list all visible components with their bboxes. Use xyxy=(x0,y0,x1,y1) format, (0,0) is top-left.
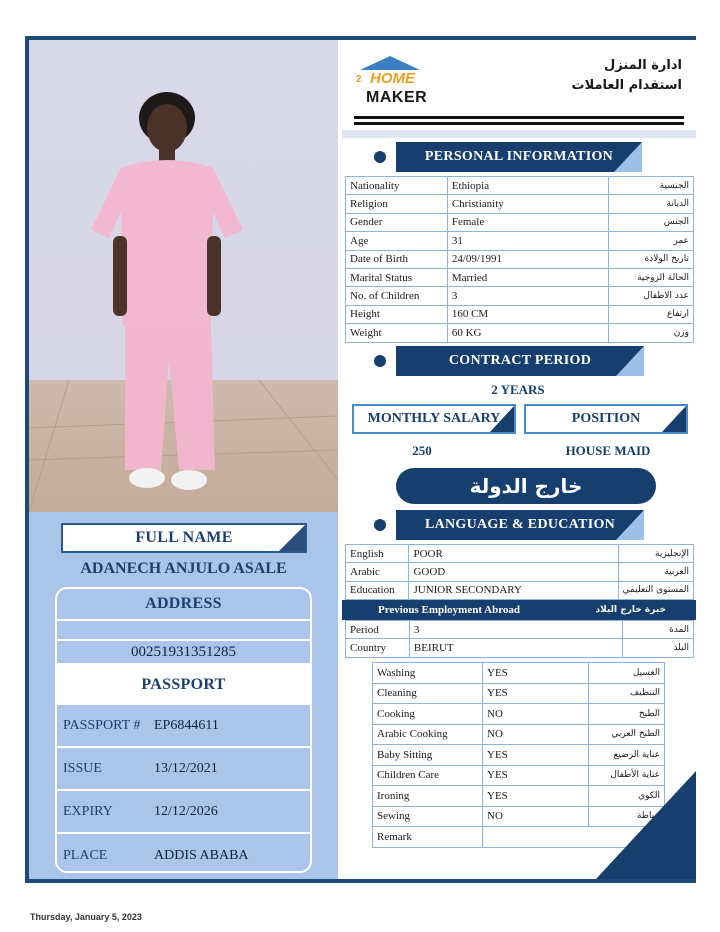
skill-row-label-ar: التنظيف xyxy=(589,683,665,704)
personal-info-row xyxy=(346,195,694,213)
address-header xyxy=(57,589,310,621)
previous-employment-row-label: Period xyxy=(346,621,410,639)
personal-info-row-value: 160 CM xyxy=(447,305,608,323)
destination-pill xyxy=(396,468,656,504)
contract-section xyxy=(342,346,696,376)
contract-title: CONTRACT PERIOD xyxy=(448,353,592,368)
corner-decoration xyxy=(490,406,514,432)
skill-row-value: NO xyxy=(483,724,589,745)
skill-row-label: Children Care xyxy=(373,765,483,786)
skill-row-label-ar: خياطة xyxy=(589,806,665,827)
language-row-label: Arabic xyxy=(346,563,409,581)
language-title-bar xyxy=(396,510,644,540)
personal-info-table xyxy=(345,176,694,343)
skill-row-value: YES xyxy=(483,663,589,684)
personal-info-row-label-ar: وزن xyxy=(609,324,694,342)
personal-info-row-value: 3 xyxy=(447,287,608,305)
previous-employment-row-label-ar: البلد xyxy=(623,639,694,657)
personal-info-row xyxy=(346,305,694,323)
skill-row-value: YES xyxy=(483,745,589,766)
skill-row xyxy=(373,745,665,766)
previous-employment-row xyxy=(346,621,694,639)
personal-info-row-value: 24/09/1991 xyxy=(447,250,608,268)
skill-row-value: YES xyxy=(483,683,589,704)
personal-info-row-value: 60 KG xyxy=(447,324,608,342)
contract-period-value: 2 YEARS xyxy=(491,382,545,397)
personal-info-row-label: No. of Children xyxy=(346,287,448,305)
brand-arabic xyxy=(572,56,682,96)
personal-info-row-label-ar: الديانة xyxy=(609,195,694,213)
passport-number-label: PASSPORT # xyxy=(63,717,141,733)
brand-arabic-line1: ادارة المنزل xyxy=(604,58,682,73)
personal-info-row-label: Gender xyxy=(346,213,448,231)
previous-employment-title: Previous Employment Abroad xyxy=(378,604,520,616)
previous-employment-row xyxy=(346,639,694,657)
cv-frame xyxy=(25,36,696,883)
skill-row-label-ar: عناية الرضيع xyxy=(589,745,665,766)
personal-info-title: PERSONAL INFORMATION xyxy=(424,149,614,164)
personal-info-row-label: Age xyxy=(346,232,448,250)
passport-issue-label: ISSUE xyxy=(63,760,102,776)
address-label: ADDRESS xyxy=(145,595,222,612)
personal-info-title-bar xyxy=(396,142,642,172)
personal-info-row xyxy=(346,324,694,342)
destination-text: خارج الدولة xyxy=(469,474,583,498)
language-row-value: POOR xyxy=(409,545,618,563)
passport-number-row xyxy=(57,705,310,748)
language-row xyxy=(346,563,694,581)
passport-header xyxy=(57,665,310,705)
header-band xyxy=(342,130,696,138)
personal-info-row-value: Ethiopia xyxy=(447,177,608,195)
language-row-label-ar: الإنجليزية xyxy=(618,545,693,563)
language-title: LANGUAGE & EDUCATION xyxy=(424,517,616,532)
personal-info-row xyxy=(346,287,694,305)
personal-info-row xyxy=(346,232,694,250)
skill-row-label: Arabic Cooking xyxy=(373,724,483,745)
monthly-salary-value: 250 xyxy=(412,443,432,458)
header-rule xyxy=(354,122,684,125)
skill-row xyxy=(373,724,665,745)
monthly-salary-box xyxy=(352,404,516,434)
skill-row-label: Ironing xyxy=(373,786,483,807)
passport-number-value: EP6844611 xyxy=(154,717,219,733)
bullet-icon xyxy=(374,519,386,531)
skill-row-label-ar: الطبخ xyxy=(589,704,665,725)
language-section xyxy=(342,510,696,540)
skill-row-value: NO xyxy=(483,704,589,725)
personal-info-row-label: Nationality xyxy=(346,177,448,195)
personal-info-row-label: Weight xyxy=(346,324,448,342)
full-name-header xyxy=(61,523,307,553)
language-row-label: Education xyxy=(346,581,409,599)
personal-info-row-label-ar: الجنسية xyxy=(609,177,694,195)
language-row xyxy=(346,581,694,599)
personal-info-row-value: Married xyxy=(447,268,608,286)
personal-info-row-label-ar: عمر xyxy=(609,232,694,250)
passport-place-label: PLACE xyxy=(63,847,108,863)
personal-info-row-value: 31 xyxy=(447,232,608,250)
skill-row-value: YES xyxy=(483,765,589,786)
corner-decoration xyxy=(616,510,644,540)
house-roof-icon xyxy=(360,56,420,70)
identity-panel xyxy=(29,512,338,879)
language-row-value: JUNIOR SECONDARY xyxy=(409,581,618,599)
header-rule xyxy=(354,116,684,119)
skill-row-label: Cooking xyxy=(373,704,483,725)
language-row-label: English xyxy=(346,545,409,563)
personal-info-row-label-ar: تاريخ الولادة xyxy=(609,250,694,268)
passport-label: PASSPORT xyxy=(141,676,226,693)
corner-decoration xyxy=(616,346,644,376)
corner-decoration xyxy=(614,142,642,172)
corner-decoration xyxy=(279,525,305,551)
left-column xyxy=(29,40,338,879)
previous-employment-row-value: 3 xyxy=(409,621,622,639)
contract-title-bar xyxy=(396,346,644,376)
passport-place-row xyxy=(57,834,310,873)
previous-employment-row-label: Country xyxy=(346,639,410,657)
passport-place-value: ADDIS ABABA xyxy=(154,847,249,863)
corner-decoration xyxy=(662,406,686,432)
full-name-value: ADANECH ANJULO ASALE xyxy=(80,560,287,577)
skill-row-label-ar: الكوي xyxy=(589,786,665,807)
skill-row xyxy=(373,663,665,684)
brand-arabic-line2: استقدام العاملات xyxy=(571,78,682,93)
position-label: POSITION xyxy=(571,411,641,426)
passport-expiry-value: 12/12/2026 xyxy=(154,803,218,819)
personal-info-row-value: Christianity xyxy=(447,195,608,213)
print-date: Thursday, January 5, 2023 xyxy=(30,912,142,922)
skill-row-label: Cleaning xyxy=(373,683,483,704)
candidate-photo xyxy=(29,40,338,512)
logo-prefix: 2 xyxy=(356,74,362,85)
skill-row xyxy=(373,683,665,704)
monthly-salary-label: MONTHLY SALARY xyxy=(367,411,501,426)
logo-maker-text: MAKER xyxy=(366,89,428,106)
personal-info-row-label: Religion xyxy=(346,195,448,213)
bullet-icon xyxy=(374,151,386,163)
passport-expiry-label: EXPIRY xyxy=(63,803,113,819)
phone-number: 00251931351285 xyxy=(57,641,310,665)
personal-info-row-value: Female xyxy=(447,213,608,231)
previous-employment-row-value: BEIRUT xyxy=(409,639,622,657)
personal-info-row xyxy=(346,268,694,286)
personal-info-row-label-ar: الجنس xyxy=(609,213,694,231)
passport-issue-value: 13/12/2021 xyxy=(154,760,218,776)
skill-row-label-ar: الطبخ العربي xyxy=(589,724,665,745)
personal-info-row xyxy=(346,250,694,268)
remark-label: Remark xyxy=(373,827,483,848)
position-box xyxy=(524,404,688,434)
skill-row-label-ar: عناية الأطفال xyxy=(589,765,665,786)
personal-info-row-label-ar: ارتفاع xyxy=(609,305,694,323)
language-table xyxy=(345,544,694,600)
right-column xyxy=(342,40,696,879)
language-row-label-ar: المستوى التعليمي xyxy=(618,581,693,599)
full-name-label: FULL NAME xyxy=(135,529,233,546)
passport-expiry-row xyxy=(57,791,310,834)
personal-info-row-label-ar: عدد الاطفال xyxy=(609,287,694,305)
skill-row-value: YES xyxy=(483,786,589,807)
corner-decoration xyxy=(596,771,696,879)
previous-employment-row-label-ar: المدة xyxy=(623,621,694,639)
personal-info-row-label: Date of Birth xyxy=(346,250,448,268)
previous-employment-header xyxy=(342,600,696,620)
logo-home-text: HOME xyxy=(370,70,415,87)
skill-row-value: NO xyxy=(483,806,589,827)
personal-info-row-label: Marital Status xyxy=(346,268,448,286)
homemaker-logo xyxy=(354,50,434,110)
skill-row-label: Baby Sitting xyxy=(373,745,483,766)
skill-row xyxy=(373,704,665,725)
address-value xyxy=(57,621,310,641)
personal-info-row xyxy=(346,213,694,231)
skill-row-label: Washing xyxy=(373,663,483,684)
position-value: HOUSE MAID xyxy=(565,443,651,458)
skill-row-label-ar: الغسيل xyxy=(589,663,665,684)
personal-info-row-label-ar: الحالة الزوجية xyxy=(609,268,694,286)
personal-info-row xyxy=(346,177,694,195)
passport-issue-row xyxy=(57,748,310,791)
bullet-icon xyxy=(374,355,386,367)
personal-info-section xyxy=(342,142,696,172)
candidate-figure xyxy=(29,40,338,512)
address-card xyxy=(55,587,312,873)
language-row xyxy=(346,545,694,563)
personal-info-row-label: Height xyxy=(346,305,448,323)
language-row-label-ar: العربية xyxy=(618,563,693,581)
language-row-value: GOOD xyxy=(409,563,618,581)
previous-employment-table xyxy=(345,620,694,658)
skill-row-label: Sewing xyxy=(373,806,483,827)
previous-employment-title-ar: خبرة خارج البلاد xyxy=(595,605,666,615)
